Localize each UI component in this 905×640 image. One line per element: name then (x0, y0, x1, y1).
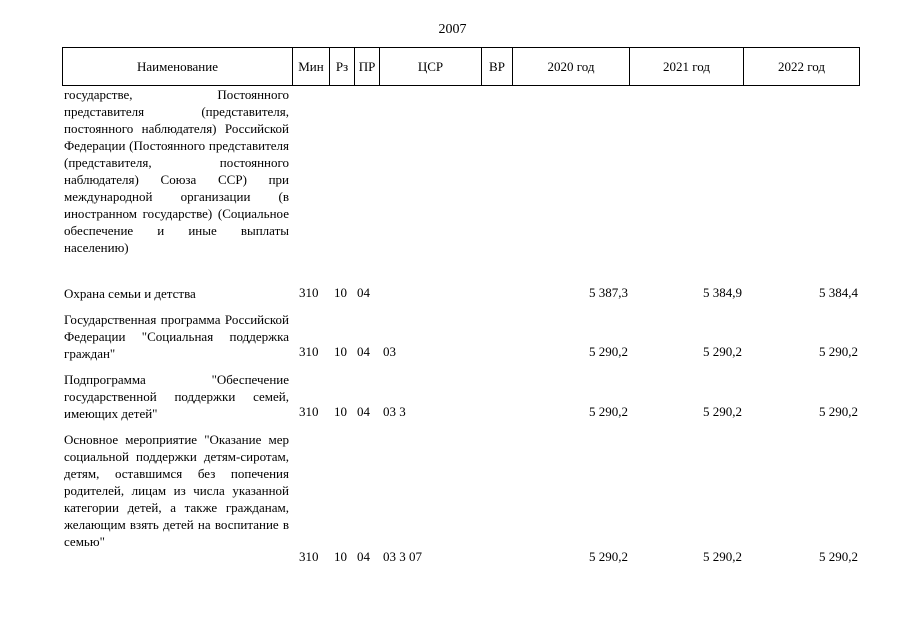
row-pr: 04 (357, 549, 370, 564)
row-2022: 5 290,2 (819, 404, 858, 419)
row-csr: 03 (383, 344, 396, 359)
header-min: Мин (292, 48, 329, 85)
row-min: 310 (299, 285, 319, 300)
header-2020: 2020 год (512, 48, 629, 85)
row-rz: 10 (334, 285, 347, 300)
header-2022: 2022 год (743, 48, 859, 85)
row-2021: 5 290,2 (703, 344, 742, 359)
row-csr: 03 3 (383, 404, 406, 419)
row-pr: 04 (357, 404, 370, 419)
row-2020: 5 387,3 (589, 285, 628, 300)
header-2021: 2021 год (629, 48, 743, 85)
row-2021: 5 290,2 (703, 549, 742, 564)
page-number: 2007 (438, 22, 467, 37)
header-pr: ПР (354, 48, 379, 85)
header-csr: ЦСР (379, 48, 481, 85)
table-header (62, 47, 860, 86)
row-min: 310 (299, 549, 319, 564)
row-name: Охрана семьи и детства (64, 286, 196, 301)
row-name: Подпрограмма "Обеспечение государственной поддержки семей, имеющих детей" (64, 372, 289, 421)
header-name: Наименование (137, 59, 218, 74)
row-pr: 04 (357, 285, 370, 300)
row-rz: 10 (334, 549, 347, 564)
row-rz: 10 (334, 404, 347, 419)
row-2020: 5 290,2 (589, 344, 628, 359)
header-rz: Рз (329, 48, 354, 85)
row-rz: 10 (334, 344, 347, 359)
row-2021: 5 290,2 (703, 404, 742, 419)
row-2022: 5 290,2 (819, 549, 858, 564)
row-name: Государственная программа Российской Федерации "Социальная поддержка граждан" (64, 312, 289, 361)
row-2020: 5 290,2 (589, 404, 628, 419)
row-2020: 5 290,2 (589, 549, 628, 564)
row-min: 310 (299, 404, 319, 419)
row-2022: 5 384,4 (819, 285, 858, 300)
header-vr: ВР (481, 48, 512, 85)
row-min: 310 (299, 344, 319, 359)
row-name: государстве, Постоянного представителя (представителя, постоянного наблюдателя) Российской Федерации (Постоянного представителя (представителя, постоянного наблюдателя) Союза ССР) при международной организации (в иностранном государстве) (Социальное обеспечение и иные выплаты населению) (64, 87, 289, 255)
row-2022: 5 290,2 (819, 344, 858, 359)
row-name: Основное мероприятие "Оказание мер социальной поддержки детям-сиротам, детям, оставшимся без попечения родителей, лицам из числа указанной категории детей, а также гражданам, желающим взять детей на воспитание в семью" (64, 432, 289, 549)
row-2021: 5 384,9 (703, 285, 742, 300)
row-csr: 03 3 07 (383, 549, 422, 564)
row-pr: 04 (357, 344, 370, 359)
